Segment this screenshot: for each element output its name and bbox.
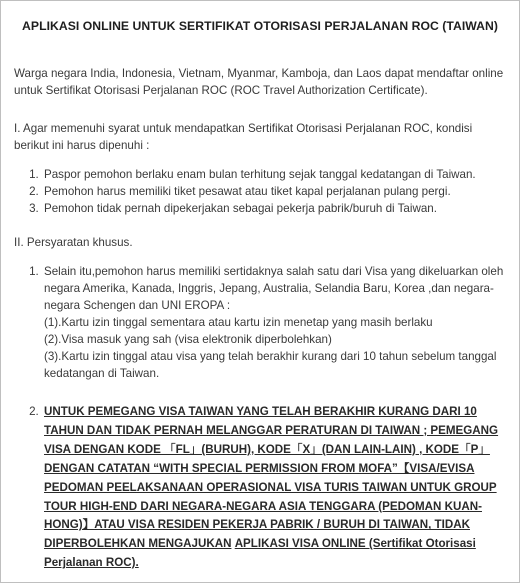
list-item [42, 263, 512, 382]
page-title: APLIKASI ONLINE UNTUK SERTIFIKAT OTORISASI PERJALANAN ROC (TAIWAN) [22, 19, 498, 33]
visa-restriction-tail: APLIKASI VISA ONLINE (Sertifikat Otorisasi Perjalanan ROC). [44, 537, 476, 570]
list-item: 2. Pemohon harus memiliki tiket pesawat atau tiket kapal perjalanan pulang pergi. [42, 183, 512, 200]
list-item: 1. Paspor pemohon berlaku enam bulan terhitung sejak tanggal kedatangan di Taiwan. [42, 166, 512, 183]
visa-condition-3: (3).Kartu izin tinggal atau visa yang telah berakhir kurang dari 10 tahun sebelum tanggal kedatangan di Taiwan. [44, 350, 497, 380]
visa-restriction-notice: UNTUK PEMEGANG VISA TAIWAN YANG TELAH BERAKHIR KURANG DARI 10 TAHUN DAN TIDAK PERNAH MELANGGAR PERATURAN DI TAIWAN ; PEMEGANG VISA DENGAN KODE 「FL」(BURUH), KODE「X」(DAN LAIN-LAIN) , KODE「P」DENGAN CATATAN “WITH SPECIAL PERMISSION FROM MOFA”【VISA/EVISA PEDOMAN PEELAKSANAAN OPERASIONAL VISA TURIS TAIWAN UNTUK GROUP TOUR HIGH-END DARI NEGARA-NEGARA ASIA TENGGARA (PEDOMAN KUAN-HONG)】ATAU VISA RESIDEN PEKERJA PABRIK / BURUH DI TAIWAN, TIDAK DIPERBOLEHKAN MENGAJUKAN [44, 405, 499, 551]
intro-paragraph: Warga negara India, Indonesia, Vietnam, Myanmar, Kamboja, dan Laos dapat mendaftar online untuk Sertifikat Otorisasi Perjalanan ROC (ROC Travel Authorization Certificate). [14, 67, 504, 97]
list-item: 3. Pemohon tidak pernah dipekerjakan sebagai pekerja pabrik/buruh di Taiwan. [42, 200, 512, 217]
section-2-list [27, 263, 512, 382]
section-2-heading: II. Persyaratan khusus. [14, 236, 133, 249]
visa-condition-2: (2).Visa masuk yang sah (visa elektronik diperbolehkan) [44, 333, 332, 346]
visa-condition-1: (1).Kartu izin tinggal sementara atau kartu izin menetap yang masih berlaku [44, 316, 433, 329]
section-2-list-continued [27, 403, 512, 573]
special-requirement-text: Selain itu,pemohon harus memiliki sertidaknya salah satu dari Visa yang dikeluarkan oleh negara Amerika, Kanada, Inggris, Jepang, Australia, Selandia Baru, Korea ,dan negara-negara Schengen dan UNI EROPA : [44, 265, 504, 312]
section-1-list [27, 166, 512, 217]
section-1-heading: I. Agar memenuhi syarat untuk mendapatkan Sertifikat Otorisasi Perjalanan ROC, kondisi berikut ini harus dipenuhi : [14, 122, 473, 152]
list-item [42, 403, 512, 573]
